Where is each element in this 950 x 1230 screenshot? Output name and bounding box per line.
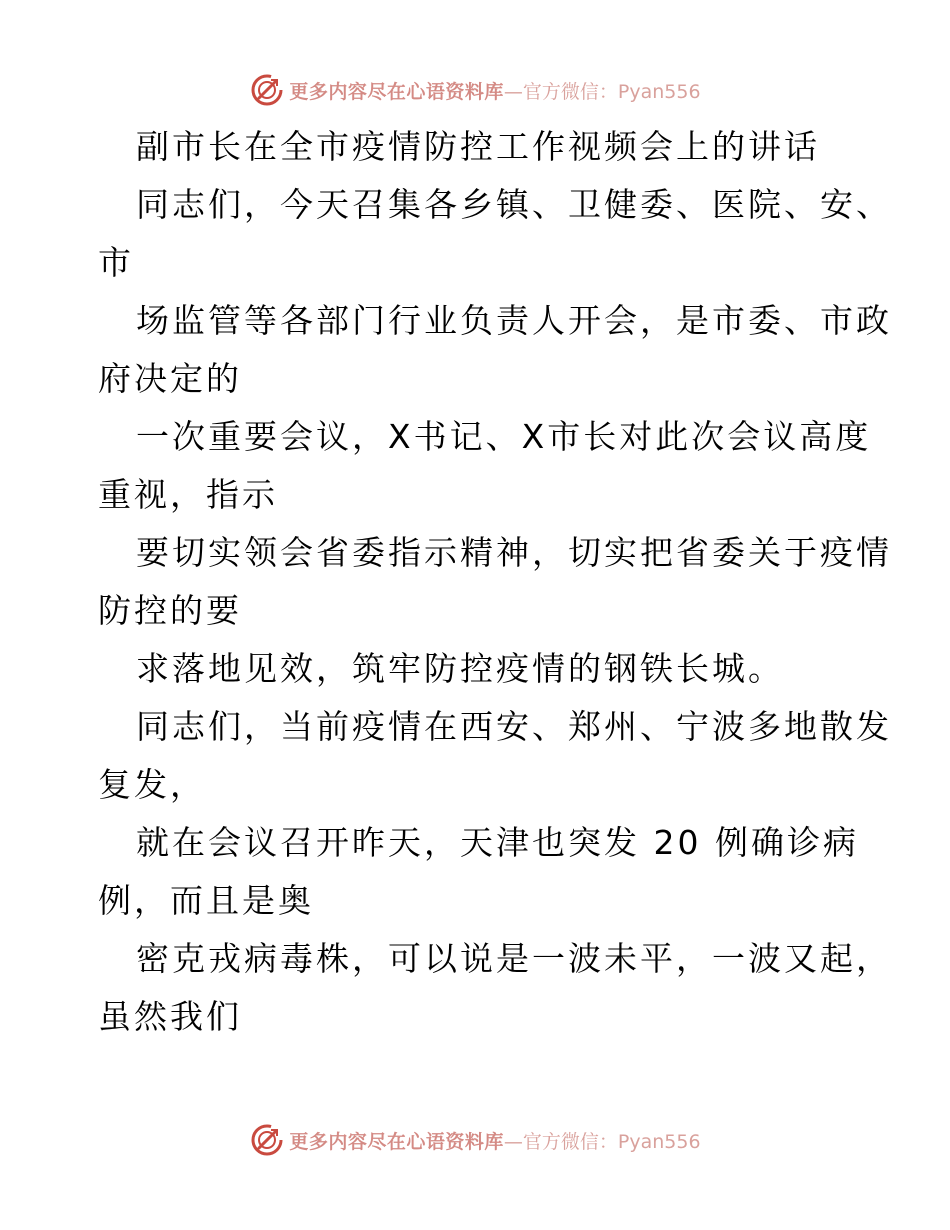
text-line: 求落地见效，筑牢防控疫情的钢铁长城。 — [136, 649, 784, 688]
text-line: 一次重要会议，X书记、X市长对此次会议高度 — [136, 417, 872, 456]
brand-logo-icon — [249, 1122, 285, 1158]
watermark-main-text: 更多内容尽在心语资料库 — [289, 1130, 504, 1153]
text-line: 防控的要 — [98, 591, 242, 630]
document-body — [98, 118, 892, 1046]
text-line: 要切实领会省委指示精神，切实把省委关于疫情 — [136, 533, 892, 572]
text-line: 同志们，今天召集各乡镇、卫健委、医院、安、 — [136, 185, 892, 224]
text-line: 重视，指示 — [98, 475, 278, 514]
watermark-sub-text: —官方微信：Pyan556 — [503, 80, 701, 103]
text-line: 场监管等各部门行业负责人开会，是市委、市政 — [136, 301, 892, 340]
watermark-sub-text: —官方微信：Pyan556 — [503, 1130, 701, 1153]
text-line: 市 — [98, 243, 134, 282]
watermark-main-text: 更多内容尽在心语资料库 — [289, 80, 504, 103]
text-line: 例，而且是奥 — [98, 881, 314, 920]
text-line: 就在会议召开昨天，天津也突发 20 例确诊病 — [136, 823, 859, 862]
text-line: 密克戎病毒株，可以说是一波未平，一波又起， — [136, 939, 892, 978]
text-line: 虽然我们 — [98, 997, 242, 1036]
brand-logo-icon — [249, 72, 285, 108]
watermark-footer — [0, 1120, 950, 1160]
text-line: 府决定的 — [98, 359, 242, 398]
text-line: 复发， — [98, 765, 206, 804]
document-title: 副市长在全市疫情防控工作视频会上的讲话 — [136, 127, 820, 166]
watermark-header — [0, 70, 950, 110]
text-line: 同志们，当前疫情在西安、郑州、宁波多地散发 — [136, 707, 892, 746]
